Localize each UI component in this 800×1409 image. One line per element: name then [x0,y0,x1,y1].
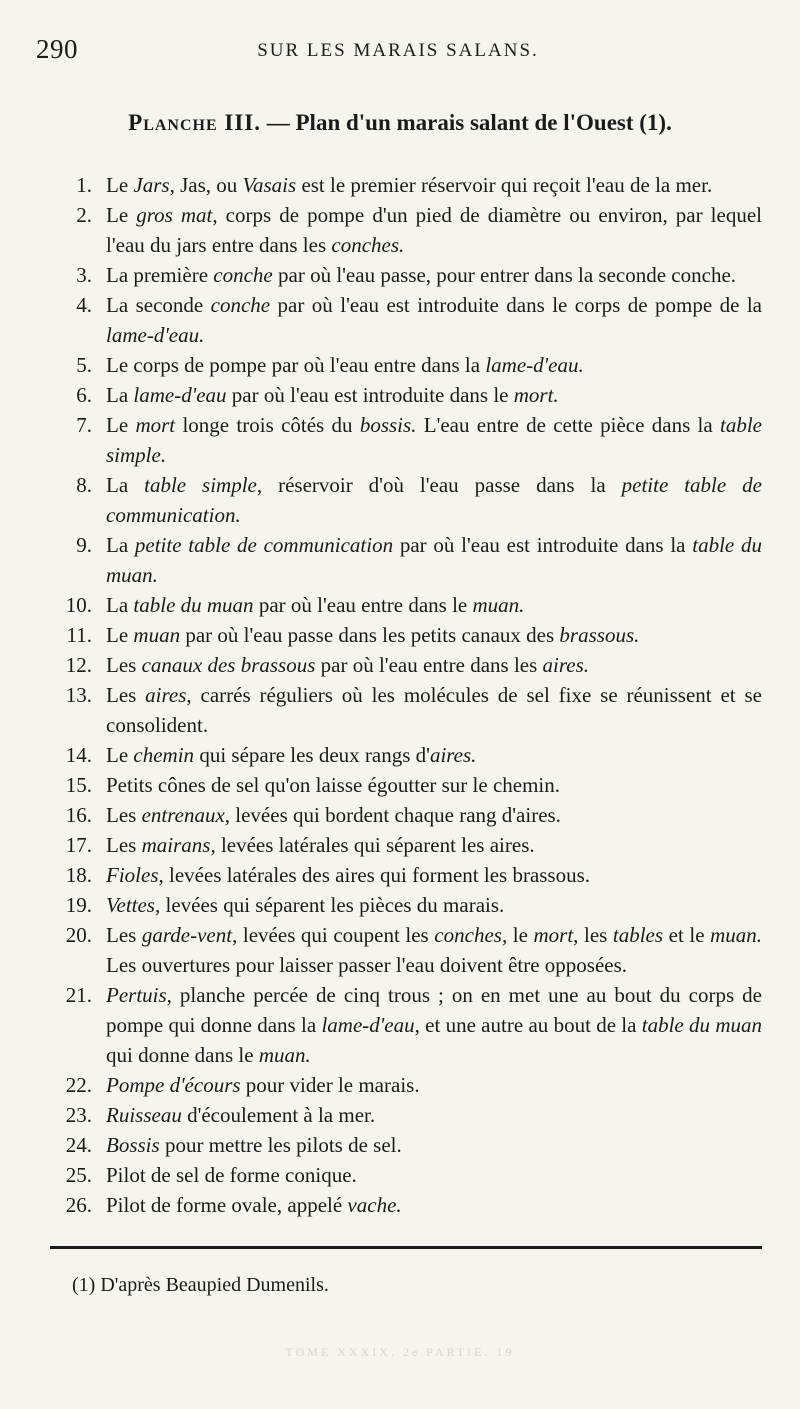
text-run: Le corps de pompe par où l'eau entre dans la [106,353,486,377]
text-run: L'eau entre de cette pièce dans la [416,413,721,437]
legend-item-text [106,530,762,590]
legend-item [0,470,800,530]
italic-term: muan [133,623,181,647]
text-run: La seconde [106,293,211,317]
legend-item-text [106,800,762,830]
legend-item-text [106,260,762,290]
italic-term: conche [210,293,271,317]
text-run: , les [573,923,613,947]
legend-item-number: 10. [65,593,92,617]
legend-item [0,800,800,830]
legend-item-text [106,980,762,1070]
legend-item-number: 8. [76,473,92,497]
legend-item-text [106,1160,762,1190]
legend-item-text [106,380,762,410]
legend-item-number: 7. [76,413,92,437]
italic-term: table du muan. [106,533,763,587]
text-run: Les [106,683,146,707]
legend-item-number: 26. [65,1193,92,1217]
italic-term: Pompe d'écours [106,1073,241,1097]
italic-term: Vettes [106,893,155,917]
legend-item-number: 6. [76,383,92,407]
legend-item-text [106,770,762,800]
legend-item-text [106,590,762,620]
text-run: La [106,473,145,497]
text-run: La première [106,263,214,287]
italic-term: mort [135,413,176,437]
text-run: , planche percée de cinq trous ; on en met une au bout du corps de pompe qui donne dans la [106,983,762,1037]
italic-term: conches [434,923,502,947]
legend-item-number: 1. [76,173,92,197]
text-run: par où l'eau est introduite dans la [393,533,693,557]
legend-item [0,530,800,590]
italic-term: mort. [513,383,559,407]
italic-term: conches. [331,233,405,257]
running-head [36,34,760,70]
text-run: La [106,593,134,617]
plate-label: Planche III. [128,110,261,135]
italic-term: Jars [133,173,170,197]
legend-item [0,1070,800,1100]
legend-item-number: 12. [65,653,92,677]
legend-item-text [106,890,762,920]
text-run: par où l'eau est introduite dans le corps de pompe de la [270,293,762,317]
text-run: Le [106,413,136,437]
legend-item-number: 20. [65,923,92,947]
running-title: SUR LES MARAIS SALANS. [257,40,539,61]
legend-item-text [106,170,762,200]
legend-item [0,830,800,860]
legend-item [0,590,800,620]
text-run: , levées qui bordent chaque rang d'aires. [224,803,561,827]
text-run: par où l'eau est introduite dans le [226,383,514,407]
legend-item [0,620,800,650]
text-run: La [106,533,135,557]
text-run: La [106,383,134,407]
legend-item-text [106,1190,762,1220]
legend-item-text [106,1100,762,1130]
legend-item-text [106,290,762,350]
signature-mark: TOME XXXIX. 2e PARTIE. 19 [285,1345,515,1359]
legend-item-number: 14. [65,743,92,767]
legend-item-text [106,350,762,380]
legend-item-number: 2. [76,203,92,227]
text-run: pour mettre les pilots de sel. [159,1133,402,1157]
legend-item [0,650,800,680]
text-run: Le [106,743,134,767]
text-run: , levées latérales qui séparent les aires. [210,833,535,857]
italic-term: table simple. [106,413,763,467]
text-run: Les [106,923,142,947]
italic-term: vache. [347,1193,402,1217]
plate-caption: — Plan d'un marais salant de l'Ouest (1). [261,110,672,135]
page-number: 290 [36,34,78,64]
legend-item-text [106,860,762,890]
italic-term: muan. [258,1043,311,1067]
legend-item-number: 9. [76,533,92,557]
footnote-rule [50,1246,762,1249]
legend-item-text [106,680,762,740]
text-run: , levées latérales des aires qui forment les brassous. [158,863,591,887]
legend-item-number: 21. [65,983,92,1007]
legend-item [0,410,800,470]
italic-term: lame-d'eau [133,383,227,407]
legend-item-number: 17. [65,833,92,857]
legend-item-number: 16. [65,803,92,827]
legend-item-number: 15. [65,773,92,797]
italic-term: gros mat [136,203,213,227]
text-run: , corps de pompe d'un pied de diamètre ou environ, par lequel l'eau du jars entre dans les [106,203,762,257]
italic-term: table du muan [641,1013,763,1037]
legend-item-text [106,1070,762,1100]
italic-term: petite table de communication. [106,473,762,527]
italic-term: aires. [542,653,590,677]
italic-term: Bossis [106,1133,160,1157]
italic-term: bossis. [359,413,417,437]
legend-item [0,170,800,200]
italic-term: muan. [710,923,763,947]
text-run: Le [106,173,134,197]
legend-item [0,920,800,980]
italic-term: lame-d'eau. [106,323,205,347]
text-run: Le [106,623,134,647]
legend-item-number: 11. [66,623,92,647]
text-run: Les [106,803,142,827]
text-run: , levées qui coupent les [232,923,435,947]
italic-term: petite table de communication [134,533,394,557]
legend-item [0,350,800,380]
italic-term: mairans [141,833,211,857]
text-run: qui donne dans le [106,1043,259,1067]
text-run: est le premier réservoir qui reçoit l'eau de la mer. [296,173,713,197]
text-run: par où l'eau entre dans le [253,593,473,617]
text-run: , Jas, ou [169,173,243,197]
italic-term: brassous. [559,623,640,647]
legend-item-number: 5. [76,353,92,377]
italic-term: Vasais [242,173,297,197]
italic-term: muan. [472,593,525,617]
legend-item [0,680,800,740]
legend-list [0,170,800,1220]
text-run: Pilot de forme ovale, appelé [106,1193,348,1217]
text-run: Les [106,833,142,857]
text-run: longe trois côtés du [175,413,360,437]
italic-term: Ruisseau [106,1103,182,1127]
text-run: par où l'eau passe dans les petits canaux des [180,623,560,647]
italic-term: table du muan [133,593,254,617]
legend-item-text [106,650,762,680]
text-run: , réservoir d'où l'eau passe dans la [256,473,622,497]
text-run: , carrés réguliers où les molécules de sel fixe se réunissent et se consolident. [106,683,762,737]
text-run: d'écoulement à la mer. [181,1103,376,1127]
text-run: , levées qui séparent les pièces du marais. [154,893,505,917]
legend-item [0,200,800,260]
legend-item [0,980,800,1070]
plate-title [0,110,800,136]
legend-item [0,380,800,410]
legend-item-text [106,920,762,980]
legend-item-number: 25. [65,1163,92,1187]
text-run: Le [106,203,137,227]
legend-item-number: 13. [65,683,92,707]
legend-item-text [106,740,762,770]
text-run: et le [663,923,711,947]
italic-term: lame-d'eau. [485,353,584,377]
legend-item [0,1100,800,1130]
legend-item [0,1130,800,1160]
italic-term: Fioles [106,863,159,887]
legend-item-text [106,470,762,530]
legend-item [0,740,800,770]
legend-item-number: 18. [65,863,92,887]
text-run: par où l'eau entre dans les [315,653,543,677]
text-run: Les [106,653,142,677]
legend-item [0,290,800,350]
legend-item [0,890,800,920]
legend-item-number: 19. [65,893,92,917]
italic-term: table simple [144,473,257,497]
italic-term: tables [612,923,664,947]
legend-item-number: 23. [65,1103,92,1127]
text-run: pour vider le marais. [240,1073,420,1097]
italic-term: lame-d'eau [321,1013,415,1037]
legend-item-text [106,830,762,860]
italic-term: conche [213,263,273,287]
legend-item-text [106,620,762,650]
text-run: Les ouvertures pour laisser passer l'eau doivent être opposées. [106,953,628,977]
italic-term: canaux des brassous [141,653,316,677]
legend-item [0,770,800,800]
footnote: (1) D'après Beaupied Dumenils. [72,1274,329,1296]
text-run: , et une autre au bout de la [414,1013,642,1037]
italic-term: entrenaux [141,803,225,827]
legend-item-number: 24. [65,1133,92,1157]
italic-term: aires. [429,743,477,767]
legend-item [0,1190,800,1220]
legend-item-number: 4. [76,293,92,317]
legend-item-text [106,410,762,470]
italic-term: garde-vent [141,923,233,947]
text-run: qui sépare les deux rangs d' [194,743,430,767]
legend-item [0,1160,800,1190]
legend-item-text [106,200,762,260]
legend-item-number: 22. [65,1073,92,1097]
legend-item-text [106,1130,762,1160]
legend-item-number: 3. [76,263,92,287]
text-run: par où l'eau passe, pour entrer dans la seconde conche. [272,263,737,287]
italic-term: mort [533,923,574,947]
italic-term: Pertuis [106,983,167,1007]
text-run: Pilot de sel de forme conique. [106,1163,357,1187]
text-run: , le [501,923,534,947]
italic-term: chemin [133,743,195,767]
legend-item [0,260,800,290]
text-run: Petits cônes de sel qu'on laisse égoutter sur le chemin. [106,773,561,797]
italic-term: aires [145,683,187,707]
legend-item [0,860,800,890]
